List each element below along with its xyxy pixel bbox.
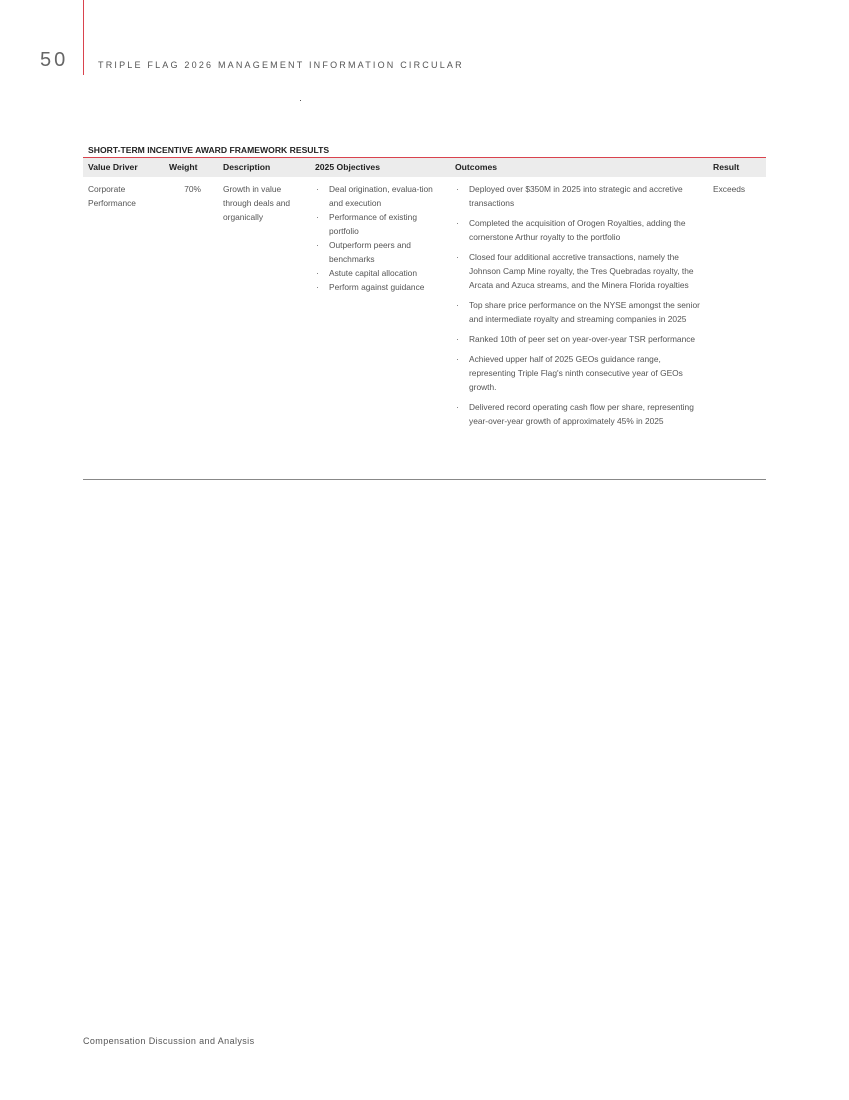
- objective-item: · Deal origination, evalua-tion and execution: [315, 182, 443, 210]
- column-header-value-driver: Value Driver: [88, 162, 138, 172]
- outcome-item: · Deployed over $350M in 2025 into strategic and accretive transactions: [455, 182, 705, 210]
- stray-dot: [300, 100, 301, 101]
- outcome-item: · Completed the acquisition of Orogen Royalties, adding the cornerstone Arthur royalty to the portfolio: [455, 216, 705, 244]
- header-accent-rule: [83, 0, 84, 75]
- table-title: SHORT-TERM INCENTIVE AWARD FRAMEWORK RESULTS: [88, 145, 330, 155]
- outcome-item: · Achieved upper half of 2025 GEOs guidance range, representing Triple Flag's ninth consecutive year of GEOs growth.: [455, 352, 705, 394]
- column-header-outcomes: Outcomes: [455, 162, 498, 172]
- footer-section-title: Compensation Discussion and Analysis: [83, 1036, 255, 1046]
- document-title: TRIPLE FLAG 2026 MANAGEMENT INFORMATION CIRCULAR: [98, 60, 464, 70]
- outcome-item: · Ranked 10th of peer set on year-over-year TSR performance: [455, 332, 705, 346]
- page-number: 50: [40, 49, 69, 71]
- objectives-cell: [315, 182, 443, 294]
- table-bottom-rule: [83, 479, 766, 480]
- outcomes-cell: [455, 182, 705, 434]
- objective-item: · Performance of existing portfolio: [315, 210, 443, 238]
- outcome-item: · Top share price performance on the NYSE amongst the senior and intermediate royalty and streaming companies in 2025: [455, 298, 705, 326]
- weight-cell: 70%: [184, 184, 201, 194]
- outcomes-list: [455, 182, 705, 428]
- objective-item: · Perform against guidance: [315, 280, 443, 294]
- table-header-row: [83, 158, 766, 177]
- column-header-description: Description: [223, 162, 271, 172]
- outcome-item: · Delivered record operating cash flow per share, representing year-over-year growth of approximately 45% in 2025: [455, 400, 705, 428]
- objective-item: · Astute capital allocation: [315, 266, 443, 280]
- objective-item: · Outperform peers and benchmarks: [315, 238, 443, 266]
- outcome-item: · Closed four additional accretive transactions, namely the Johnson Camp Mine royalty, the Tres Quebradas royalty, the Arcata and Azuca streams, and the Minera Florida royalties: [455, 250, 705, 292]
- column-header-weight: Weight: [169, 162, 198, 172]
- objectives-list: [315, 182, 443, 294]
- result-cell: Exceeds: [713, 184, 746, 194]
- incentive-results-table: [83, 144, 766, 480]
- column-header-result: Result: [713, 162, 740, 172]
- description-cell: Growth in value through deals and organically: [223, 184, 291, 222]
- table-row: [83, 177, 766, 479]
- column-header-objectives: 2025 Objectives: [315, 162, 380, 172]
- value-driver-cell: Corporate Performance: [88, 184, 136, 208]
